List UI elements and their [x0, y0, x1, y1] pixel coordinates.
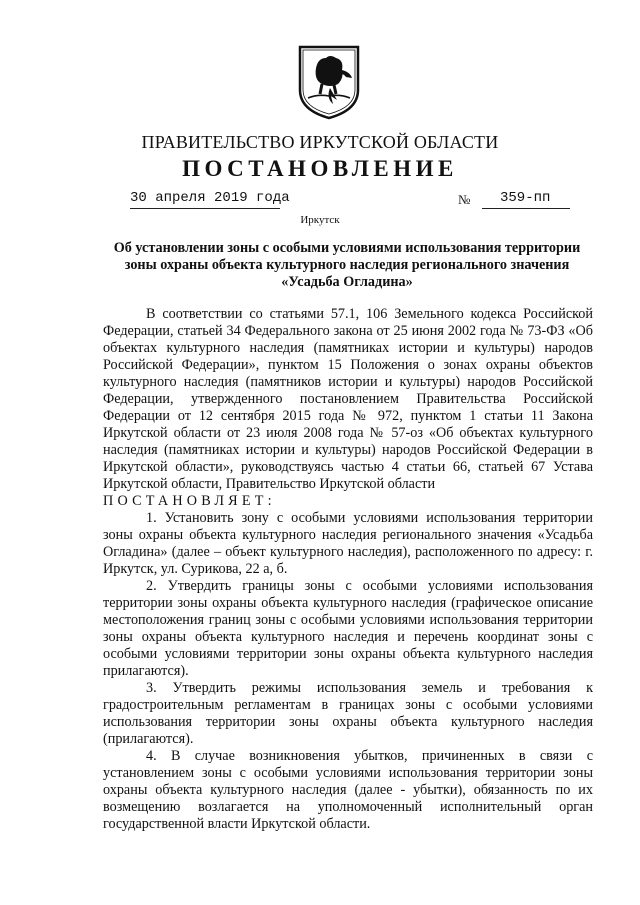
- title-line: Об установлении зоны с особыми условиями использования территории: [113, 240, 581, 256]
- document-date: 30 апреля 2019 года: [130, 190, 290, 206]
- number-sign: №: [458, 192, 471, 207]
- coat-of-arms-emblem: [296, 44, 362, 120]
- title-line: «Усадьба Огладина»: [281, 274, 413, 290]
- date-underline: [130, 208, 280, 209]
- decree-item: 1. Установить зону с особыми условиями использования территории зоны охраны объекта культурного наследия регионального значения «Усадьба Огладина» (далее – объект культурного наследия), расположенного по адресу: г. Иркутск, ул. Сурикова, 22 а, б.: [103, 510, 593, 577]
- document-date-field: [130, 190, 290, 206]
- organization-name: ПРАВИТЕЛЬСТВО ИРКУТСКОЙ ОБЛАСТИ: [141, 132, 499, 152]
- decree-item: 3. Утвердить режимы использования земель и требования к градостроительным регламентам в границах зоны с особыми условиями использования территории зоны охраны объекта культурного наследия (прилагаются).: [103, 680, 593, 747]
- title-line: зоны охраны объекта культурного наследия регионального значения: [124, 257, 570, 273]
- document-type-heading: ПОСТАНОВЛЕНИЕ: [182, 156, 458, 181]
- document-title: [100, 240, 594, 291]
- document-body: [103, 306, 593, 833]
- document-number: 359-пп: [500, 190, 551, 206]
- preamble-paragraph: В соответствии со статьями 57.1, 106 Земельного кодекса Российской Федерации, статьей 34 Федерального закона от 25 июня 2002 года № 73-ФЗ «Об объектах культурного наследия (памятниках истории и культуры) народов Российской Федерации», пунктом 15 Положения о зонах охраны объектов культурного наследия (памятников истории и культуры) народов Российской Федерации, утвержденного постановлением Правительства Российской Федерации от 12 сентября 2015 года № 972, пунктом 1 статьи 11 Закона Иркутской области от 23 июля 2008 года № 57-оз «Об объектах культурного наследия (памятниках истории и культуры) народов Российской Федерации в Иркутской области», руководствуясь частью 4 статьи 66, статьей 67 Устава Иркутской области, Правительство Иркутской области: [103, 306, 593, 492]
- decree-item: 2. Утвердить границы зоны с особыми условиями использования территории зоны охраны объекта культурного наследия (графическое описание местоположения границ зоны с особыми условиями использования территории зоны охраны объекта культурного наследия и перечень координат зоны с особыми условиями территории зоны охраны объекта культурного наследия прилагаются).: [103, 578, 593, 679]
- document-number-field: [500, 190, 550, 206]
- city-name: Иркутск: [300, 214, 340, 226]
- decree-item: 4. В случае возникновения убытков, причиненных в связи с установлением зоны с особыми условиями использования территории зоны охраны объекта культурного наследия (далее - убытки), обязанность по их возмещению возлагается на уполномоченный исполнительный орган государственной власти Иркутской области.: [103, 748, 593, 832]
- number-underline: [482, 208, 570, 209]
- decree-word: ПОСТАНОВЛЯЕТ:: [103, 493, 276, 509]
